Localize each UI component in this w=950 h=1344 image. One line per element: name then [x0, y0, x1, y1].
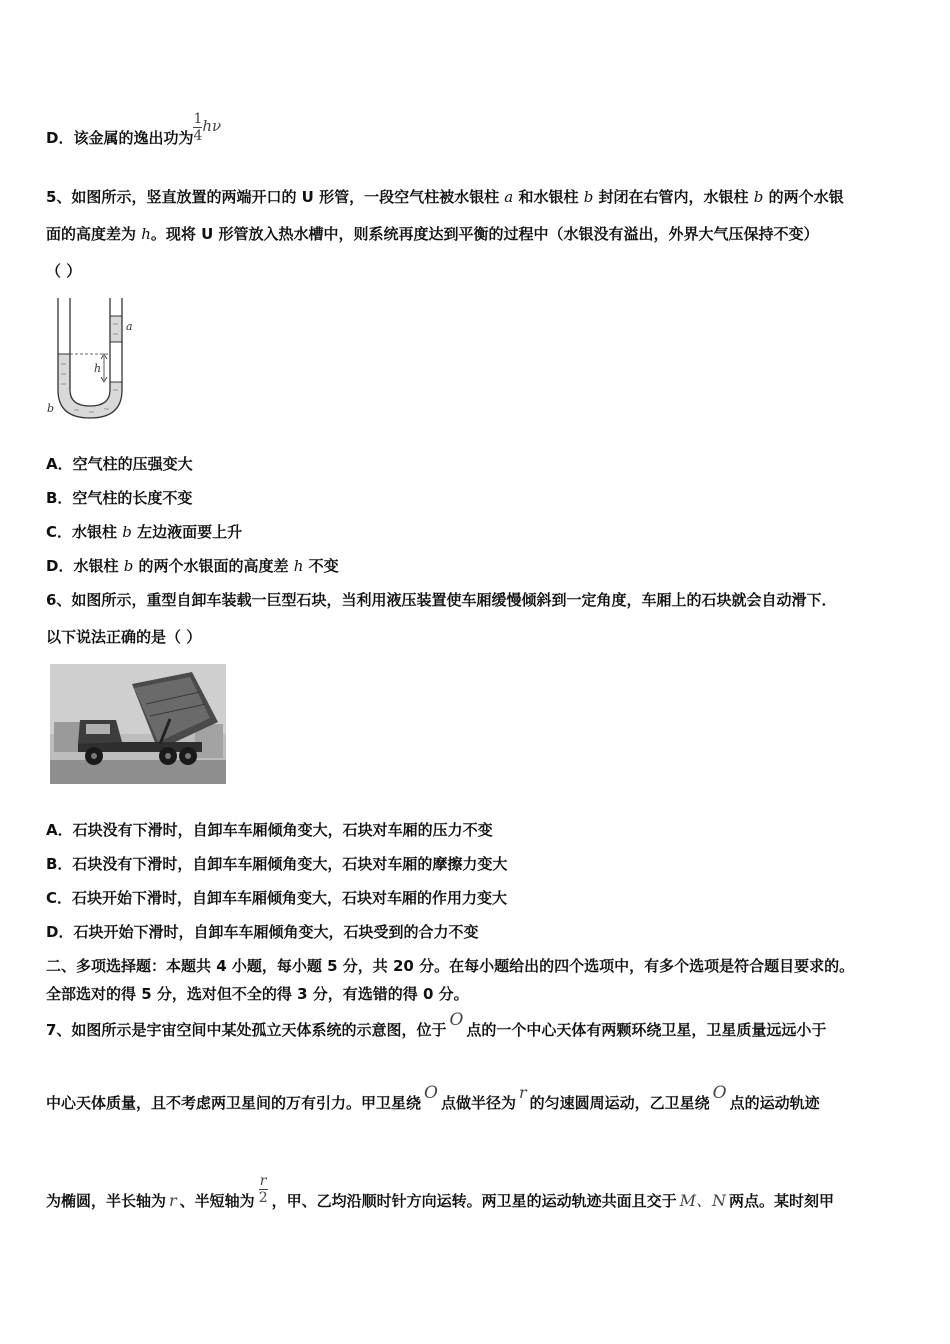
q5-bracket: （ ） [46, 262, 82, 280]
q5-option-d-b: 的两个水银面的高度差 [133, 557, 294, 575]
q5-stem-2b: 。现将 U 形管放入热水槽中，则系统再度达到平衡的过程中（水银没有溢出，外界大气压保持不变） [150, 225, 819, 243]
q5-stem-line3 [46, 261, 81, 281]
q7-l2-b: 点做半径为 [440, 1094, 516, 1112]
q5-option-a: A．空气柱的压强变大 [46, 455, 193, 473]
q5-var-a: a [504, 188, 514, 206]
dump-truck-photo [50, 664, 226, 784]
q5-stem-line2 [46, 224, 819, 244]
q7-l3-c: ，甲、乙均沿顺时针方向运转。两卫星的运动轨迹共面且交于 [271, 1192, 677, 1210]
q5-option-c-b: 左边液面要上升 [131, 523, 243, 541]
q6-option-b: B．石块没有下滑时，自卸车车厢倾角变大，石块对车厢的摩擦力变大 [46, 855, 508, 873]
q4-var-hv: hν [202, 117, 222, 135]
q4-option-d-text: D．该金属的逸出功为 [46, 129, 194, 147]
q5-option-b: B．空气柱的长度不变 [46, 489, 193, 507]
u-tube-figure [44, 294, 144, 434]
q5-option-d-c: 不变 [303, 557, 339, 575]
q5-option-c-var: b [122, 523, 132, 541]
fig-label-h: h [94, 362, 102, 375]
fig-label-a: a [126, 320, 133, 333]
q7-l3-d: 两点。某时刻甲 [729, 1192, 835, 1210]
q5-option-c-a: C．水银柱 [46, 523, 123, 541]
q7-line1 [46, 1010, 827, 1040]
q5-option-d-var-b: b [123, 557, 134, 575]
fig-label-b: b [47, 402, 55, 415]
q7-l3-r: r [169, 1191, 177, 1210]
q6-stem-line1: 6、如图所示，重型自卸车装载一巨型石块，当利用液压装置使车厢缓慢倾斜到一定角度，车厢上的石块就会自动滑下． [46, 591, 837, 609]
q7-l2-a: 中心天体质量，且不考虑两卫星间的万有引力。甲卫星绕 [46, 1094, 422, 1112]
q7-fraction [259, 1173, 268, 1206]
q5-stem-1a: 5、如图所示，竖直放置的两端开口的 U 形管，一段空气柱被水银柱 [46, 188, 505, 206]
q6-option-d: D．石块开始下滑时，自卸车车厢倾角变大，石块受到的合力不变 [46, 923, 479, 941]
q5-var-b: b [583, 188, 594, 206]
section2-line2: 全部选对的得 5 分，选对但不全的得 3 分，有选错的得 0 分。 [46, 985, 469, 1003]
q4-frac-num: 1 [193, 111, 203, 127]
q7-l1-b: 点的一个中心天体有两颗环绕卫星，卫星质量远远小于 [466, 1021, 827, 1039]
q7-l1-O: O [449, 1010, 464, 1030]
q5-option-d [46, 556, 339, 576]
q5-stem-1d: 的两个水银 [763, 188, 844, 206]
q5-var-b-2: b [753, 188, 764, 206]
q7-frac-den: 2 [258, 1190, 268, 1206]
q5-stem-1c: 封闭在右管内，水银柱 [593, 188, 754, 206]
q7-line3 [46, 1173, 835, 1211]
q7-l3-a: 为椭圆，半长轴为 [46, 1192, 167, 1210]
q7-l3-MN: M、N [679, 1191, 727, 1210]
q7-l2-O2: O [712, 1083, 727, 1103]
q7-l2-c: 的匀速圆周运动，乙卫星绕 [529, 1094, 710, 1112]
q5-option-c [46, 522, 242, 542]
mercury-b [58, 354, 122, 418]
q7-frac-num: r [259, 1173, 267, 1189]
q5-option-d-a: D．水银柱 [46, 557, 124, 575]
q5-stem-2a: 面的高度差为 [46, 225, 142, 243]
section2-line1: 二、多项选择题：本题共 4 小题，每小题 5 分，共 20 分。在每小题给出的四个选项中，有多个选项是符合题目要求的。 [46, 957, 855, 975]
q7-line2 [46, 1083, 820, 1113]
q4-frac-den: 4 [193, 128, 203, 144]
q5-var-h: h [141, 225, 151, 243]
mercury-a [110, 316, 122, 342]
q6-option-c: C．石块开始下滑时，自卸车车厢倾角变大，石块对车厢的作用力变大 [46, 889, 508, 907]
q7-l3-b: 、半短轴为 [179, 1192, 255, 1210]
q7-l2-d: 点的运动轨迹 [729, 1094, 820, 1112]
q6-stem-line2: 以下说法正确的是（ ） [46, 628, 202, 646]
q4-option-d [46, 111, 222, 148]
q5-stem-1b: 和水银柱 [513, 188, 584, 206]
q7-l1-a: 7、如图所示是宇宙空间中某处孤立天体系统的示意图，位于 [46, 1021, 447, 1039]
q5-option-d-var-h: h [293, 557, 304, 575]
q6-option-a: A．石块没有下滑时，自卸车车厢倾角变大，石块对车厢的压力不变 [46, 821, 493, 839]
q7-l2-O1: O [424, 1083, 438, 1103]
q7-l2-r: r [518, 1083, 527, 1102]
q5-stem-line1 [46, 187, 844, 207]
